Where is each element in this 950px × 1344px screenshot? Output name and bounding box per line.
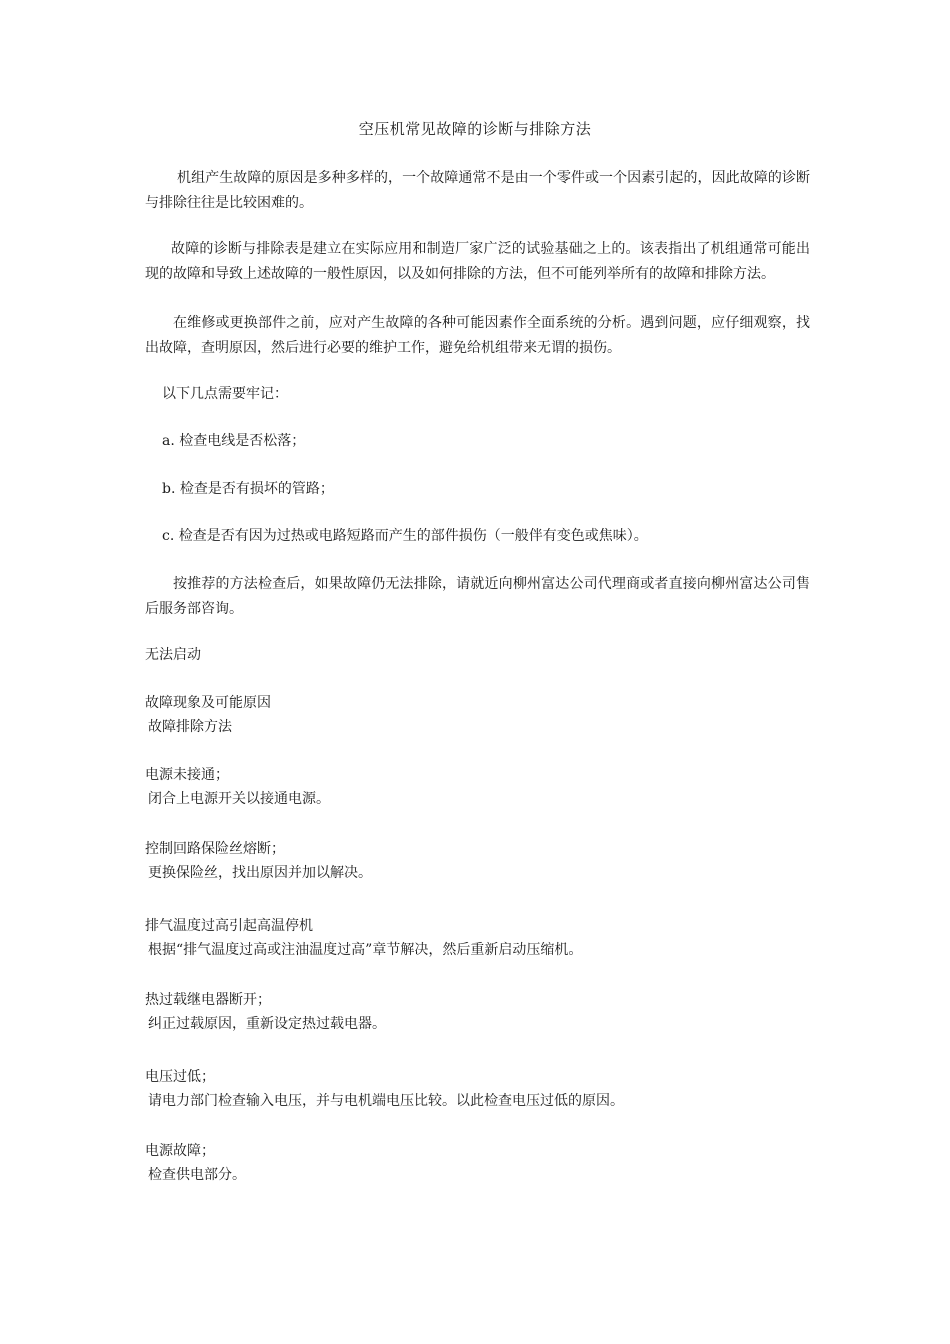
checklist-lead: 以下几点需要牢记： bbox=[162, 386, 288, 402]
checklist-item-a: a. 检查电线是否松落； bbox=[162, 433, 306, 449]
intro-paragraph-3: 在维修或更换部件之前，应对产生故障的各种可能因素作全面系统的分析。遇到问题，应仔细观察，找出故障，查明原因，然后进行必要的维护工作，避免给机组带来无谓的损伤。 bbox=[145, 315, 810, 356]
contact-paragraph: 按推荐的方法检查后，如果故障仍无法排除，请就近向柳州富达公司代理商或者直接向柳州富达公司售后服务部咨询。 bbox=[145, 576, 810, 617]
fault-fix: 根据“排气温度过高或注油温度过高”章节解决，然后重新启动压缩机。 bbox=[148, 942, 583, 958]
fault-cause: 电源故障； bbox=[145, 1143, 215, 1159]
fault-fix: 闭合上电源开关以接通电源。 bbox=[148, 791, 330, 807]
intro-paragraph-2: 故障的诊断与排除表是建立在实际应用和制造厂家广泛的试验基础之上的。该表指出了机组通常可能出现的故障和导致上述故障的一般性原因，以及如何排除的方法，但不可能列举所有的故障和排除方法。 bbox=[145, 241, 810, 282]
section-heading: 无法启动 bbox=[145, 647, 201, 663]
fault-cause: 控制回路保险丝熔断； bbox=[145, 841, 285, 857]
fault-cause: 电压过低； bbox=[145, 1069, 215, 1085]
fault-fix: 更换保险丝，找出原因并加以解决。 bbox=[148, 865, 372, 881]
checklist-item-b: b. 检查是否有损坏的管路； bbox=[162, 481, 334, 497]
column-header-fix: 故障排除方法 bbox=[148, 719, 232, 735]
column-header-cause: 故障现象及可能原因 bbox=[145, 695, 271, 711]
fault-cause: 电源未接通； bbox=[145, 767, 229, 783]
document-title: 空压机常见故障的诊断与排除方法 bbox=[358, 120, 592, 138]
fault-cause: 排气温度过高引起高温停机 bbox=[145, 918, 313, 934]
fault-fix: 请电力部门检查输入电压，并与电机端电压比较。以此检查电压过低的原因。 bbox=[148, 1093, 624, 1109]
fault-fix: 检查供电部分。 bbox=[148, 1167, 246, 1183]
fault-cause: 热过载继电器断开； bbox=[145, 992, 271, 1008]
fault-fix: 纠正过载原因，重新设定热过载电器。 bbox=[148, 1016, 386, 1032]
checklist-item-c: c. 检查是否有因为过热或电路短路而产生的部件损伤（一般伴有变色或焦味）。 bbox=[162, 528, 648, 544]
intro-paragraph-1: 机组产生故障的原因是多种多样的，一个故障通常不是由一个零件或一个因素引起的，因此故障的诊断与排除往往是比较困难的。 bbox=[145, 170, 810, 211]
